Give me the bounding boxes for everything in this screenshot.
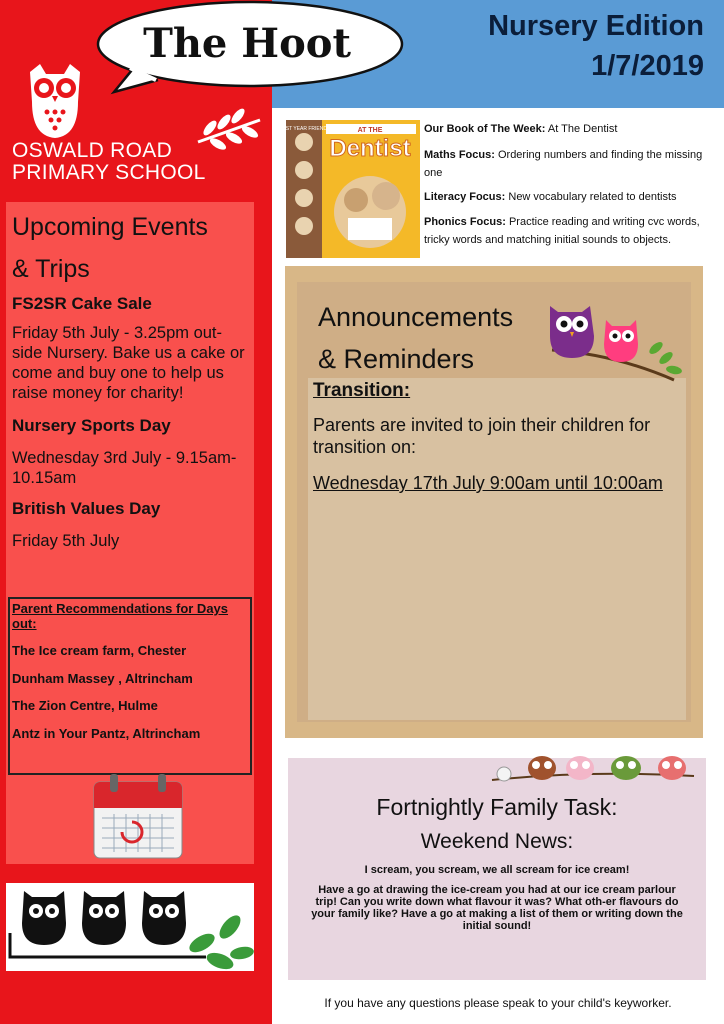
masthead-title: The Hoot [143, 20, 351, 67]
transition-heading: Transition: [313, 380, 411, 401]
focus-maths: Maths Focus: Ordering numbers and finding the missing one [424, 149, 703, 179]
edition-block [488, 6, 704, 86]
list-item: The Zion Centre, Hulme [12, 698, 158, 713]
transition-date: Wednesday 17th July 9:00am until 10:00am [313, 473, 663, 493]
event-text: Friday 5th July [12, 532, 120, 550]
event-title: Nursery Sports Day [12, 416, 171, 435]
owls-on-branch-icon [6, 883, 254, 971]
announcements-heading: Announcements & Reminders [318, 302, 514, 374]
focus-book: Our Book of The Week: At The Dentist [424, 123, 618, 135]
family-task-line2: Have a go at drawing the ice-cream you had at our ice cream parlour trip! Can you write down what flavour it was? What oth-er flavours do your family like? Have a go at making a list of them or writing down the initial sound! [311, 884, 683, 932]
event-title: FS2SR Cake Sale [12, 294, 152, 313]
book-cover-title: Dentist [329, 135, 411, 162]
events-heading: Upcoming Events & Trips [12, 213, 208, 283]
family-task-line1: I scream, you scream, we all scream for ice cream! [364, 864, 630, 876]
footer-note: If you have any questions please speak to your child's keyworker. [324, 996, 672, 1010]
school-name-line2: PRIMARY SCHOOL [12, 161, 206, 184]
owls-on-branch-icon [490, 750, 696, 790]
family-task-subheading: Weekend News: [420, 830, 574, 853]
owl-logo-icon [22, 62, 88, 140]
book-spine-text: FIRST YEAR FRIENDS [277, 126, 331, 132]
event-title: British Values Day [12, 499, 161, 518]
book-cover-image [277, 120, 420, 258]
leaf-branch-icon [196, 106, 262, 148]
edition-title: Nursery Edition [488, 10, 704, 42]
focus-literacy: Literacy Focus: New vocabulary related to dentists [424, 191, 677, 203]
event-text: Wednesday 3rd July - 9.15am-10.15am [12, 449, 237, 487]
owls-icon [544, 300, 684, 386]
focus-phonics: Phonics Focus: Practice reading and writing cvc words, tricky words and matching initial sounds to objects. [424, 216, 700, 246]
transition-text: Parents are invited to join their children for transition on: [313, 415, 651, 457]
family-task-heading: Fortnightly Family Task: [376, 794, 618, 820]
list-item: Dunham Massey , Altrincham [12, 671, 193, 686]
list-item: The Ice cream farm, Chester [12, 643, 187, 658]
list-item: Antz in Your Pantz, Altrincham [12, 726, 201, 741]
book-cover-small-title: AT THE [357, 127, 383, 134]
calendar-icon [92, 774, 184, 860]
edition-date: 1/7/2019 [591, 50, 704, 82]
recommendations-heading: Parent Recommendations for Days out: [12, 601, 229, 631]
school-name-line1: OSWALD ROAD [12, 139, 173, 162]
school-name [12, 140, 206, 184]
event-text: Friday 5th July - 3.25pm out-side Nursery. Bake us a cake or come and buy one to help us raise money for charity! [12, 324, 245, 402]
